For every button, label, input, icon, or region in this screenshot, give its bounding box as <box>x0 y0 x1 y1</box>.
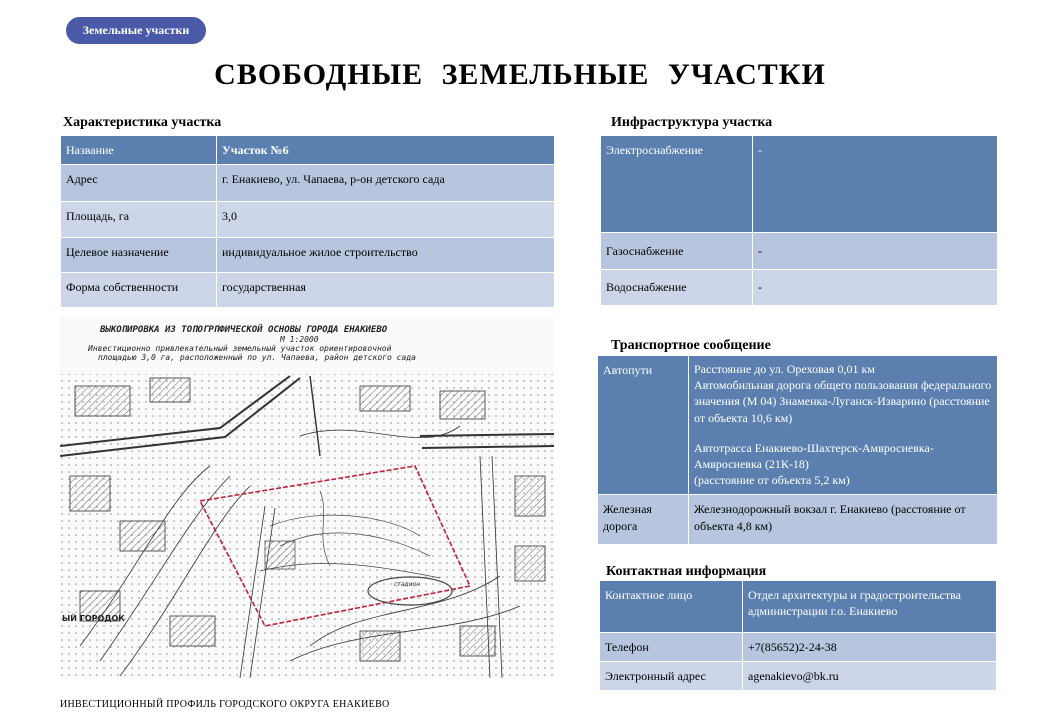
map-caption-1: ВЫКОПИРОВКА ИЗ ТОПОГРПФИЧЕСКОЙ ОСНОВЫ ГОРОДА ЕНАКИЕВО <box>100 325 388 335</box>
topographic-map <box>60 316 554 678</box>
row-label: Форма собственности <box>61 273 217 308</box>
table-row <box>601 233 998 270</box>
table-row <box>61 238 555 273</box>
map-caption-2: М 1:2000 <box>280 335 319 344</box>
table-row <box>601 136 998 233</box>
map-base <box>60 374 554 678</box>
roads-text-2: Автотрасса Енакиево-Шахтерск-Амвросиевка-Амвросиевка (21К-18) (расстояние от объекта 5,2 км) <box>694 440 934 488</box>
table-row <box>600 662 997 691</box>
table-row <box>598 356 998 495</box>
footer-text: ИНВЕСТИЦИОННЫЙ ПРОФИЛЬ ГОРОДСКОГО ОКРУГА ЕНАКИЕВО <box>60 699 390 710</box>
roads-text-1: Расстояние до ул. Ореховая 0,01 км Автомобильная дорога общего пользования федерального значения (М 04) Знаменка-Луганск-Изварино (расстояние от объекта 10,6 км) <box>694 362 992 425</box>
row-label: Телефон <box>600 633 743 662</box>
row-value: Отдел архитектуры и градостроительства администрации г.о. Енакиево <box>743 581 997 633</box>
row-label: Название <box>61 136 217 165</box>
row-value: Участок №6 <box>217 136 555 165</box>
table-row <box>61 165 555 202</box>
table-row <box>601 270 998 306</box>
row-value: индивидуальное жилое строительство <box>217 238 555 273</box>
row-value <box>689 356 998 495</box>
district-label: ЫЙ ГОРОДОК <box>62 614 125 623</box>
row-label: Водоснабжение <box>601 270 753 306</box>
contact-email[interactable]: agenakievo@bk.ru <box>743 662 997 691</box>
row-label: Целевое назначение <box>61 238 217 273</box>
map-caption-3: Инвестиционно привлекательный земельный участок ориентировочной <box>88 344 392 353</box>
infrastructure-heading: Инфраструктура участка <box>611 115 773 130</box>
transport-heading: Транспортное сообщение <box>611 338 771 353</box>
row-label: Площадь, га <box>61 202 217 238</box>
contacts-heading: Контактная информация <box>606 564 767 579</box>
table-row <box>61 136 555 165</box>
row-label: Газоснабжение <box>601 233 753 270</box>
row-label: Электронный адрес <box>600 662 743 691</box>
table-row <box>600 581 997 633</box>
characteristics-heading: Характеристика участка <box>63 115 222 130</box>
row-value: - <box>753 233 998 270</box>
infrastructure-table <box>600 135 998 306</box>
row-label: Адрес <box>61 165 217 202</box>
transport-table <box>597 355 998 545</box>
contact-phone[interactable]: +7(85652)2-24-38 <box>743 633 997 662</box>
page-title: СВОБОДНЫЕ ЗЕМЕЛЬНЫЕ УЧАСТКИ <box>214 58 826 91</box>
contacts-table <box>599 580 997 691</box>
table-row <box>600 633 997 662</box>
characteristics-table <box>60 135 555 308</box>
section-badge[interactable]: Земельные участки <box>66 17 206 44</box>
table-row <box>61 202 555 238</box>
row-value: государственная <box>217 273 555 308</box>
row-value: - <box>753 136 998 233</box>
row-label: Контактное лицо <box>600 581 743 633</box>
stadium-label: стадион <box>394 581 421 588</box>
row-value: - <box>753 270 998 306</box>
row-label: Электроснабжение <box>601 136 753 233</box>
map-drawing <box>60 316 554 678</box>
row-value: 3,0 <box>217 202 555 238</box>
map-caption-4: площадью 3,0 га, расположенный по ул. Чапаева, район детского сада <box>98 353 416 362</box>
row-value: Железнодорожный вокзал г. Енакиево (расстояние от объекта 4,8 км) <box>689 495 998 545</box>
row-label: Автопути <box>598 356 689 495</box>
table-row <box>61 273 555 308</box>
row-value: г. Енакиево, ул. Чапаева, р-он детского сада <box>217 165 555 202</box>
row-label: Железная дорога <box>598 495 689 545</box>
table-row <box>598 495 998 545</box>
